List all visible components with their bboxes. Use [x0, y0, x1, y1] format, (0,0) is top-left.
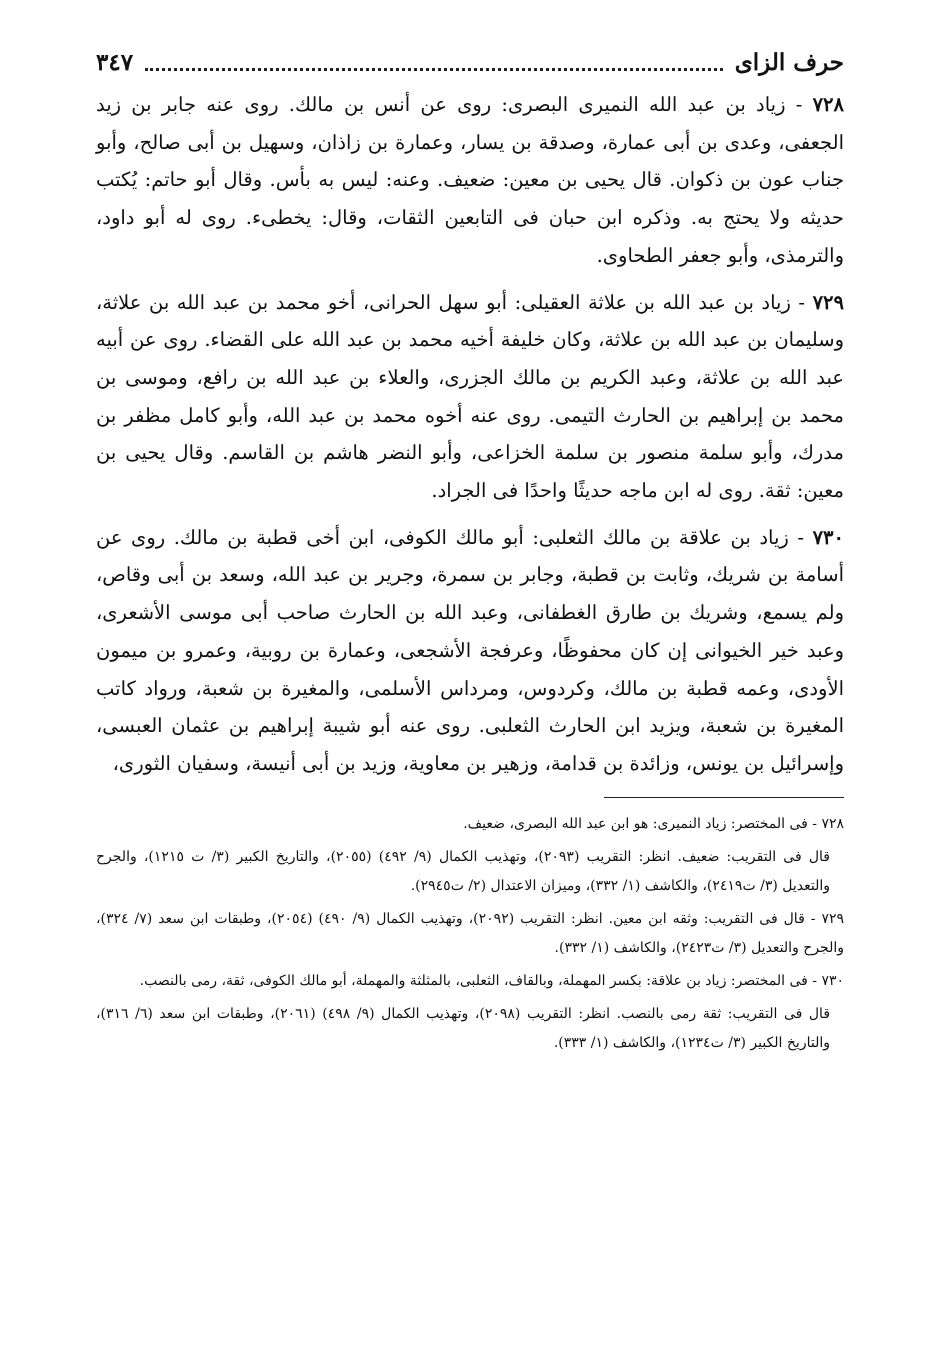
- entry-text: زياد بن عبد الله النميرى البصرى: روى عن أنس بن مالك. روى عنه جابر بن زيد الجعفى، وعدى بن أبى عمارة، وصدقة بن يسار، وعمارة بن زاذان، وسهيل بن أبى صالح، وأبو جناب عون بن ذكوان. قال يحيى بن معين: ضعيف. وعنه: ليس به بأس. وقال أبو حاتم: يُكتب حديثه ولا يحتج به. وذكره ابن حبان فى التابعين الثقات، وقال: يخطىء. روى له أبو داود، والترمذى، وأبو جعفر الطحاوى.: [96, 93, 844, 267]
- biography-entries: [96, 86, 844, 783]
- chapter-title: حرف الزاى: [734, 49, 844, 76]
- entry-number: ٧٢٩: [812, 290, 844, 314]
- header-dotted-leader: [145, 68, 723, 71]
- entry-text: زياد بن علاقة بن مالك الثعلبى: أبو مالك الكوفى، ابن أخى قطبة بن مالك. روى عن أسامة بن شريك، وثابت بن قطبة، وجابر بن سمرة، وجرير بن عبد الله، وسعد بن أبى وقاص، ولم يسمع، وشريك بن طارق الغطفانى، وعبد الله بن الحارث صاحب أبى موسى الأشعرى، وعبد خير الخيوانى إن كان محفوظًا، وعرفجة الأشجعى، وعمارة بن روبية، وعمرو بن ميمون الأودى، وعمه قطبة بن مالك، وكردوس، ومرداس الأسلمى، والمغيرة بن شعبة، ورواد كاتب المغيرة بن شعبة، ويزيد ابن الحارث الثعلبى. روى عنه أبو شيبة إبراهيم بن عثمان العبسى، وإسرائيل بن يونس، وزائدة بن قدامة، وزهير بن معاوية، وزيد بن أبى أنيسة، وسفيان الثورى،: [96, 525, 844, 775]
- entry-730: ٧٣٠ - زياد بن علاقة بن مالك الثعلبى: أبو مالك الكوفى، ابن أخى قطبة بن مالك. روى عن أسامة بن شريك، وثابت بن قطبة، وجابر بن سمرة، وجرير بن عبد الله، وسعد بن أبى وقاص، ولم يسمع، وشريك بن طارق الغطفانى، وعبد الله بن الحارث صاحب أبى موسى الأشعرى، وعبد خير الخيوانى إن كان محفوظًا، وعرفجة الأشجعى، وعمارة بن روبية، وعمرو بن ميمون الأودى، وعمه قطبة بن مالك، وكردوس، ومرداس الأسلمى، والمغيرة بن شعبة، ورواد كاتب المغيرة بن شعبة، ويزيد ابن الحارث الثعلبى. روى عنه أبو شيبة إبراهيم بن عثمان العبسى، وإسرائيل بن يونس، وزائدة بن قدامة، وزهير بن معاوية، وزيد بن أبى أنيسة، وسفيان الثورى،: [96, 525, 844, 775]
- footnote-728-continued: قال فى التقريب: ضعيف. انظر: التقريب (٢٠٩٣)، وتهذيب الكمال (٩/ ٤٩٢) (٢٠٥٥)، والتاريخ الكبير (٣/ ت ١٢١٥)، والجرح والتعديل (٣/ ت٢٤١٩)، والكاشف (١/ ٣٣٢)، وميزان الاعتدال (٢/ ت٢٩٤٥).: [96, 848, 831, 894]
- footnote-728: ٧٢٨ - فى المختصر: زياد النميرى: هو ابن عبد الله البصرى، ضعيف.: [463, 815, 844, 832]
- entry-number: ٧٢٨: [812, 93, 844, 116]
- footnote-730: ٧٣٠ - فى المختصر: زياد بن علاقة: بكسر المهملة، وبالقاف، الثعلبى، بالمثلثة والمهملة، أبو مالك الكوفى، ثقة، رمى بالنصب.: [139, 972, 844, 989]
- running-header: [96, 40, 844, 80]
- entry-number: ٧٣٠: [812, 525, 844, 549]
- footnote-729: ٧٢٩ - قال فى التقريب: وثقه ابن معين. انظر: التقريب (٢٠٩٢)، وتهذيب الكمال (٩/ ٤٩٠) (٢٠٥٤)، وطبقات ابن سعد (٧/ ٣٢٤)، والجرح والتعديل (٣/ ت٢٤٢٣)، والكاشف (١/ ٣٣٢).: [96, 910, 844, 956]
- footnotes: [96, 810, 844, 1058]
- footnote-730-continued: قال فى التقريب: ثقة رمى بالنصب. انظر: التقريب (٢٠٩٨)، وتهذيب الكمال (٩/ ٤٩٨) (٢٠٦١)، وطبقات ابن سعد (٦/ ٣١٦)، والتاريخ الكبير (٣/ ت١٢٣٤)، والكاشف (١/ ٣٣٣).: [96, 1005, 831, 1051]
- page-number: ٣٤٧: [96, 49, 134, 76]
- entry-728: ٧٢٨ - زياد بن عبد الله النميرى البصرى: روى عن أنس بن مالك. روى عنه جابر بن زيد الجعفى، وعدى بن أبى عمارة، وصدقة بن يسار، وعمارة بن زاذان، وسهيل بن أبى صالح، وأبو جناب عون بن ذكوان. قال يحيى بن معين: ضعيف. وعنه: ليس به بأس. وقال أبو حاتم: يُكتب حديثه ولا يحتج به. وذكره ابن حبان فى التابعين الثقات، وقال: يخطىء. روى له أبو داود، والترمذى، وأبو جعفر الطحاوى.: [96, 93, 844, 267]
- book-page: [96, 40, 844, 1062]
- footnote-separator: [604, 797, 844, 798]
- entry-729: ٧٢٩ - زياد بن عبد الله بن علاثة العقيلى: أبو سهل الحرانى، أخو محمد بن عبد الله بن علاثة، وسليمان بن عبد الله بن علاثة، وكان خليفة أخيه محمد بن عبد الله على القضاء. روى عن أبيه عبد الله بن علاثة، وعبد الكريم بن مالك الجزرى، والعلاء بن عبد الله بن رافع، وموسى بن محمد بن إبراهيم بن الحارث التيمى. روى عنه أخوه محمد بن عبد الله، وأبو كامل مظفر بن مدرك، وأبو سلمة منصور بن سلمة الخزاعى، وأبو النضر هاشم بن القاسم. وقال يحيى بن معين: ثقة. روى له ابن ماجه حديثًا واحدًا فى الجراد.: [96, 290, 844, 503]
- entry-text: زياد بن عبد الله بن علاثة العقيلى: أبو سهل الحرانى، أخو محمد بن عبد الله بن علاثة، وسليمان بن عبد الله بن علاثة، وكان خليفة أخيه محمد بن عبد الله على القضاء. روى عن أبيه عبد الله بن علاثة، وعبد الكريم بن مالك الجزرى، والعلاء بن عبد الله بن رافع، وموسى بن محمد بن إبراهيم بن الحارث التيمى. روى عنه أخوه محمد بن عبد الله، وأبو كامل مظفر بن مدرك، وأبو سلمة منصور بن سلمة الخزاعى، وأبو النضر هاشم بن القاسم. وقال يحيى بن معين: ثقة. روى له ابن ماجه حديثًا واحدًا فى الجراد.: [96, 290, 844, 503]
